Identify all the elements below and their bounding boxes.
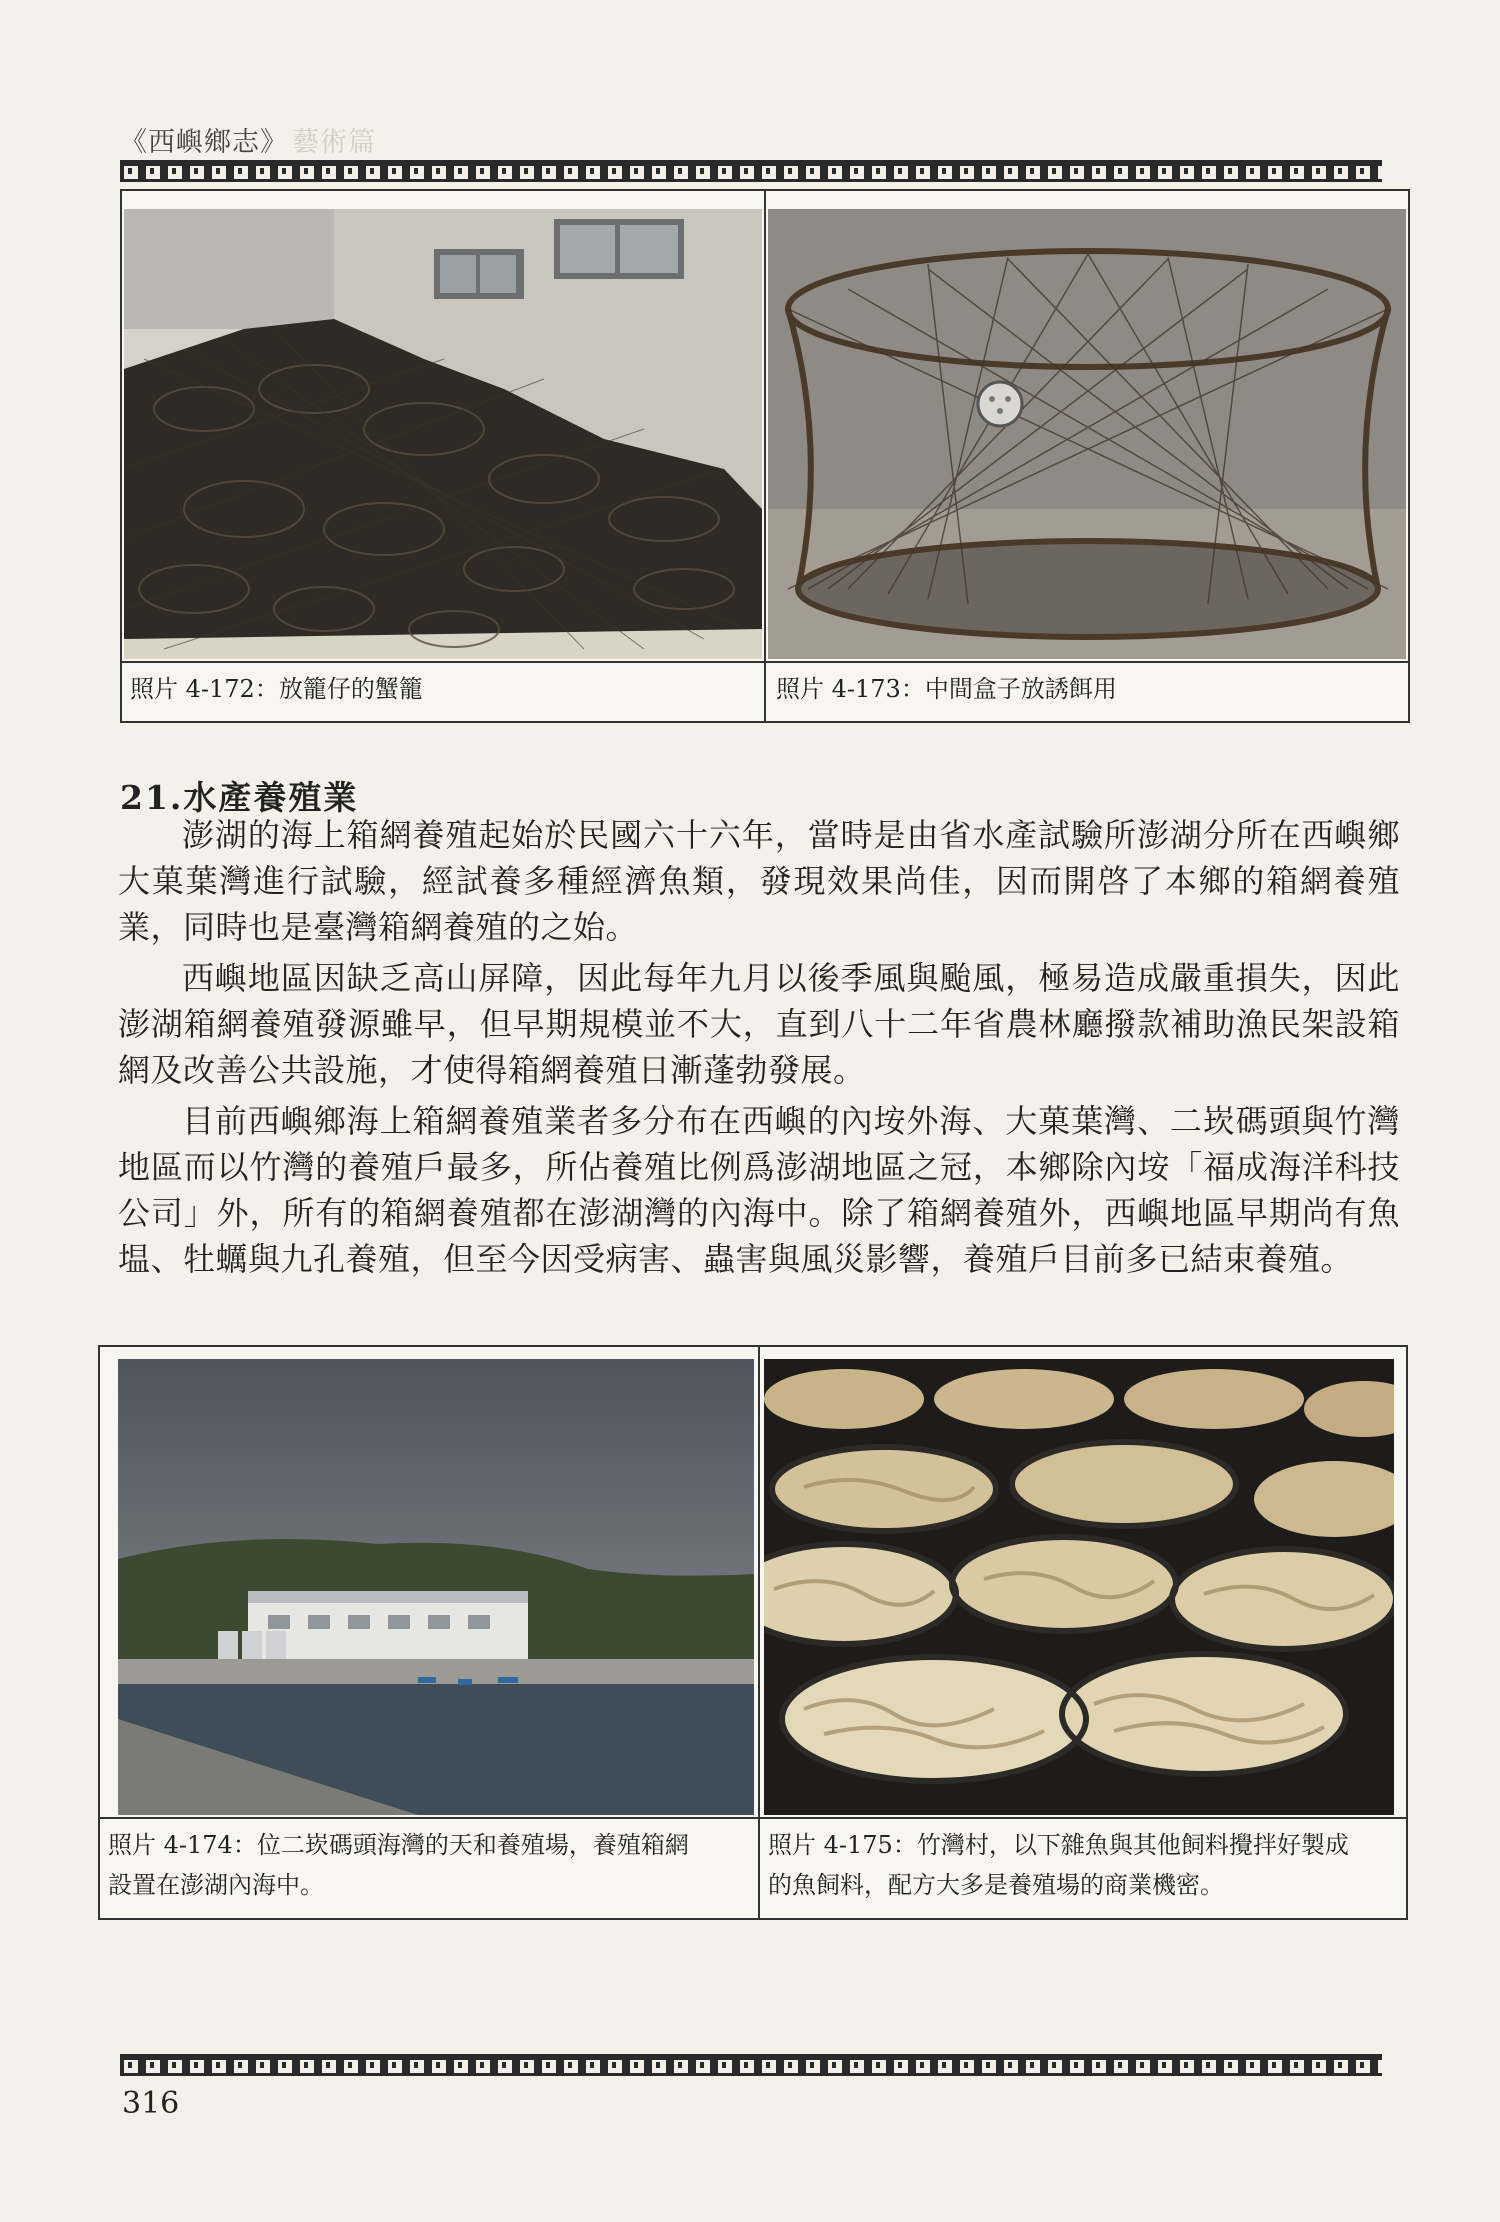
book-title: 《西嶼鄉志》 [120, 127, 288, 158]
caption-photo-4-175 [768, 1825, 1408, 1905]
running-head [120, 120, 376, 159]
photo-crab-cages-stack [124, 209, 762, 659]
section-title: 水產養殖業 [183, 778, 359, 817]
decorative-border-top [120, 160, 1382, 182]
photo-aquaculture-farm [118, 1359, 754, 1815]
page-number: 316 [122, 2086, 180, 2121]
caption-line: 照片 4-175：竹灣村，以下雜魚與其他飼料攪拌好製成 [768, 1831, 1349, 1859]
photo-table-bottom [98, 1345, 1408, 1920]
paragraph: 西嶼地區因缺乏高山屏障，因此每年九月以後季風與颱風，極易造成嚴重損失，因此澎湖箱網養殖發源雖早，但早期規模並不大，直到八十二年省農林廳撥款補助漁民架設箱網及改善公共設施，才使得箱網養殖日漸蓬勃發展。 [118, 959, 1400, 1089]
caption-line: 照片 4-174：位二崁碼頭海灣的天和養殖場，養殖箱網 [108, 1831, 689, 1859]
decorative-border-bottom [120, 2054, 1382, 2076]
bleed-through-text: 藝術篇 [292, 127, 376, 158]
photo-fish-feed-baskets [764, 1359, 1394, 1815]
caption-photo-4-172: 照片 4-172：放籠仔的蟹籠 [130, 675, 423, 703]
paragraph: 目前西嶼鄉海上箱網養殖業者多分布在西嶼的內垵外海、大菓葉灣、二崁碼頭與竹灣地區而以竹灣的養殖戶最多，所佔養殖比例爲澎湖地區之冠，本鄉除內垵「福成海洋科技公司」外，所有的箱網養殖都在澎湖灣的內海中。除了箱網養殖外，西嶼地區早期尚有魚塭、牡蠣與九孔養殖，但至今因受病害、蟲害與風災影響，養殖戶目前多已結束養殖。 [118, 1102, 1400, 1278]
caption-photo-4-173: 照片 4-173：中間盒子放誘餌用 [776, 675, 1117, 703]
caption-line: 的魚飼料，配方大多是養殖場的商業機密。 [768, 1871, 1224, 1899]
paragraph: 澎湖的海上箱網養殖起始於民國六十六年，當時是由省水產試驗所澎湖分所在西嶼鄉大菓葉灣進行試驗，經試養多種經濟魚類，發現效果尚佳，因而開啓了本鄉的箱網養殖業，同時也是臺灣箱網養殖的之始。 [118, 816, 1400, 946]
section-number: 21. [120, 778, 184, 817]
caption-photo-4-174 [108, 1825, 758, 1905]
caption-line: 設置在澎湖內海中。 [108, 1871, 324, 1899]
photo-table-top [120, 189, 1410, 723]
photo-crab-cage-bait-box [768, 209, 1406, 659]
